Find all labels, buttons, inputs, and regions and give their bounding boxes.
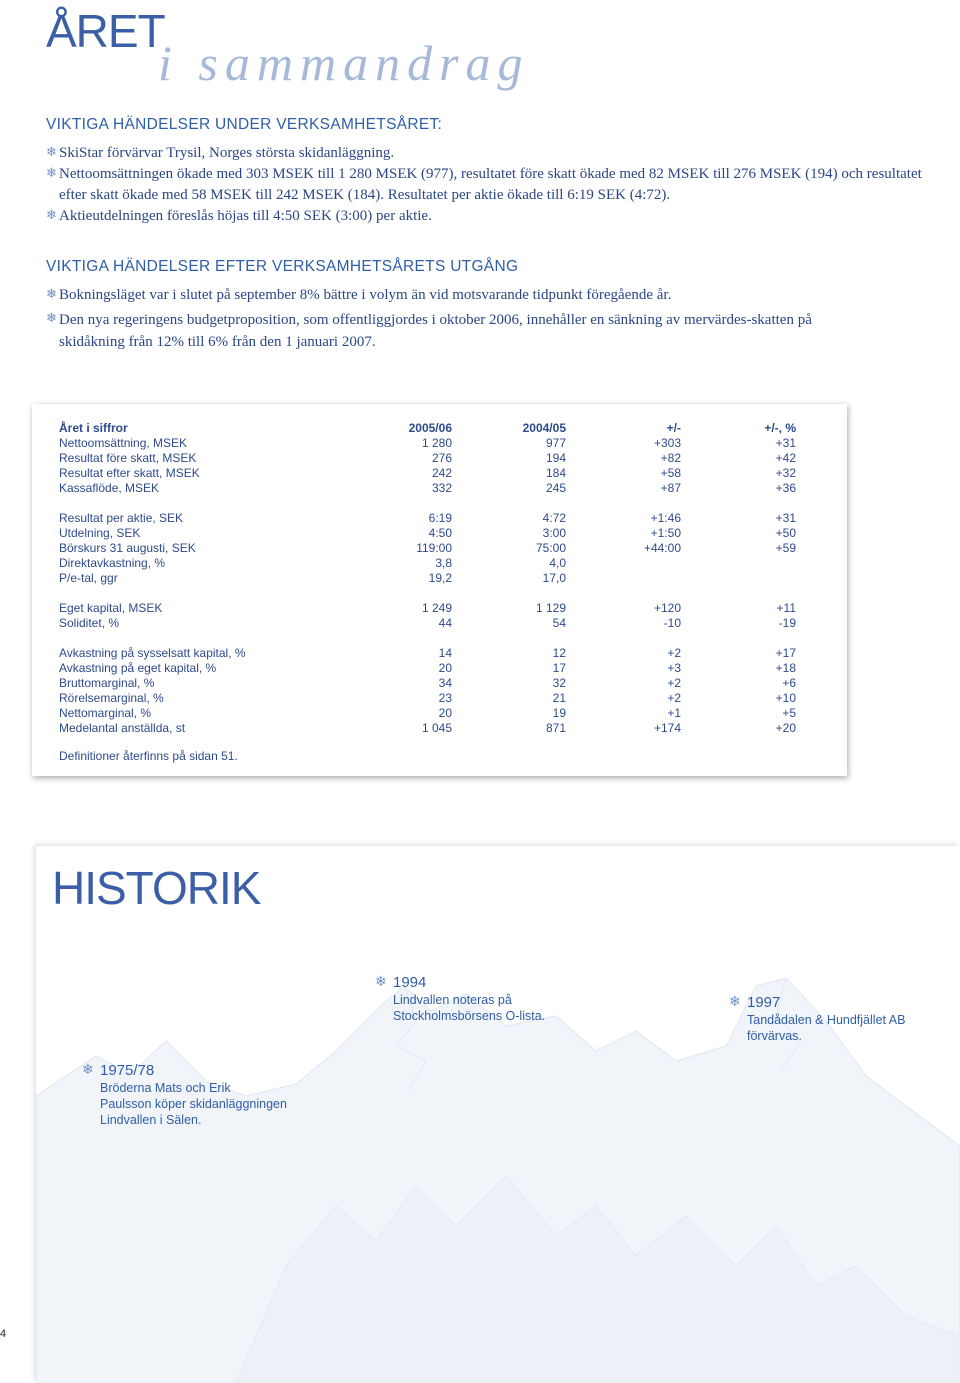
row-label: P/e-tal, ggr	[59, 571, 118, 585]
row-label: Nettomarginal, %	[59, 706, 152, 720]
table-cell: +3	[667, 661, 681, 675]
table-cell: 32	[552, 676, 566, 690]
table-cell: +6	[782, 676, 796, 690]
table-cell: 14	[438, 646, 452, 660]
event-text-line: Lindvallen noteras på	[393, 993, 512, 1007]
event-year: ❄ 1975/78	[82, 1062, 155, 1079]
table-cell: 245	[545, 481, 566, 495]
table-cell: 3:00	[542, 526, 566, 540]
table-cell: 34	[438, 676, 452, 690]
table-cell: 17	[552, 661, 566, 675]
table-cell: 242	[431, 466, 452, 480]
table-cell: 4,0	[549, 556, 566, 570]
table-cell: +303	[653, 436, 681, 450]
table-row	[32, 616, 847, 631]
table-cell: +44:00	[643, 541, 681, 555]
page-subtitle: i sammandrag	[158, 35, 530, 91]
table-cell: +1	[667, 706, 681, 720]
table-row	[32, 601, 847, 616]
table-footnote: Definitioner återfinns på sidan 51.	[59, 749, 238, 763]
table-cell: 21	[552, 691, 566, 705]
event-year: ❄ 1994	[375, 974, 427, 991]
table-cell: +2	[667, 691, 681, 705]
row-label: Börskurs 31 augusti, SEK	[59, 541, 196, 555]
table-cell: 977	[545, 436, 566, 450]
table-cell: +82	[660, 451, 681, 465]
row-label: Medelantal anställda, st	[59, 721, 186, 735]
table-cell: 332	[431, 481, 452, 495]
row-label: Nettoomsättning, MSEK	[59, 436, 188, 450]
table-row	[32, 676, 847, 691]
list-item: ❄ SkiStar förvärvar Trysil, Norges största skidanläggning.	[46, 145, 395, 161]
page-number: 4	[0, 1328, 7, 1340]
history-event	[375, 974, 545, 1024]
table-cell: 1 129	[535, 601, 566, 615]
table-row	[32, 721, 847, 736]
table-cell: 871	[545, 721, 566, 735]
table-cell: 19	[552, 706, 566, 720]
table-cell: +10	[775, 691, 796, 705]
table-cell: +5	[782, 706, 796, 720]
event-text-line: Bröderna Mats och Erik	[100, 1081, 231, 1095]
table-cell: 3,8	[435, 556, 452, 570]
page-number-box	[0, 1313, 12, 1353]
row-label: Avkastning på eget kapital, %	[59, 661, 217, 675]
row-label: Resultat per aktie, SEK	[59, 511, 184, 525]
table-cell: 6:19	[428, 511, 452, 525]
snowflake-icon: ❄	[46, 208, 57, 223]
table-cell: 184	[545, 466, 566, 480]
table-cell: +2	[667, 646, 681, 660]
event-text-line: Paulsson köper skidanläggningen	[100, 1097, 287, 1111]
table-cell: +50	[775, 526, 796, 540]
row-label: Avkastning på sysselsatt kapital, %	[59, 646, 246, 660]
table-cell: +18	[775, 661, 796, 675]
table-row	[32, 661, 847, 676]
row-label: Resultat efter skatt, MSEK	[59, 466, 200, 480]
table-cell: +2	[667, 676, 681, 690]
table-row	[32, 691, 847, 706]
section2-heading: VIKTIGA HÄNDELSER EFTER VERKSAMHETSÅRETS UTGÅNG	[46, 258, 519, 275]
table-cell: 12	[552, 646, 566, 660]
snowflake-icon: ❄	[82, 1062, 94, 1078]
table-cell: +1:46	[650, 511, 681, 525]
header-cell: 2004/05	[522, 421, 566, 435]
table-row	[32, 466, 847, 481]
list-item: ❄ Nettoomsättningen ökade med 303 MSEK till 1 280 MSEK (977), resultatet före skatt ökade med 82 MSEK till 276 MSEK (194) och resultatet efter skatt ökade med 58 MSEK till 242 MSEK (184). Resultatet per aktie ökade till 6:19 SEK (4:72).	[46, 166, 922, 203]
table-row	[32, 526, 847, 541]
table-row	[32, 436, 847, 451]
snowflake-icon: ❄	[46, 287, 57, 302]
row-label: Direktavkastning, %	[59, 556, 166, 570]
table-cell: +42	[775, 451, 796, 465]
table-cell: +32	[775, 466, 796, 480]
historik-title: HISTORIK	[52, 862, 261, 914]
list-item: ❄ Den nya regeringens budgetproposition, som offentliggjordes i oktober 2006, innehåller en sänkning av mervärdes-skatten på skidåkning från 12% till 6% från den 1 januari 2007.	[46, 311, 812, 350]
row-label: Rörelsemarginal, %	[59, 691, 164, 705]
table-cell: 194	[545, 451, 566, 465]
row-label: Soliditet, %	[59, 616, 120, 630]
table-cell: 19,2	[428, 571, 452, 585]
table-cell: 1 249	[421, 601, 452, 615]
header-cell: +/-, %	[764, 421, 796, 435]
key-figures-table	[32, 404, 847, 776]
table-cell: +1:50	[650, 526, 681, 540]
table-row	[32, 556, 847, 571]
snowflake-icon: ❄	[46, 145, 57, 160]
table-cell: +20	[775, 721, 796, 735]
event-year: ❄ 1997	[729, 994, 781, 1011]
page-title: ÅRET	[46, 5, 165, 57]
table-row	[32, 541, 847, 556]
section1-heading: VIKTIGA HÄNDELSER UNDER VERKSAMHETSÅRET:	[46, 116, 443, 133]
table-cell: 1 045	[421, 721, 452, 735]
table-cell: -10	[663, 616, 681, 630]
history-event	[729, 994, 905, 1044]
table-cell: 17,0	[542, 571, 566, 585]
table-cell: 20	[438, 661, 452, 675]
table-cell: 20	[438, 706, 452, 720]
table-row	[32, 481, 847, 496]
history-event	[82, 1062, 287, 1128]
section2-list	[46, 285, 846, 353]
row-label: Resultat före skatt, MSEK	[59, 451, 197, 465]
row-label: Utdelning, SEK	[59, 526, 141, 540]
section1-list	[46, 143, 926, 227]
row-label: Kassaflöde, MSEK	[59, 481, 160, 495]
table-cell: 23	[438, 691, 452, 705]
table-cell: 44	[438, 616, 452, 630]
table-cell: 276	[431, 451, 452, 465]
table-cell: 54	[552, 616, 566, 630]
table-row	[32, 451, 847, 466]
event-text-line: Tandådalen & Hundfjället AB	[747, 1013, 906, 1027]
row-label: Bruttomarginal, %	[59, 676, 155, 690]
event-text-line: Stockholmsbörsens O-lista.	[393, 1009, 546, 1023]
table-cell: 75:00	[535, 541, 566, 555]
event-text-line: förvärvas.	[747, 1029, 802, 1043]
table-cell: 4:72	[542, 511, 566, 525]
list-item: ❄ Aktieutdelningen föreslås höjas till 4:50 SEK (3:00) per aktie.	[46, 208, 432, 224]
table-cell: +87	[660, 481, 681, 495]
snowflake-icon: ❄	[46, 166, 57, 181]
header-cell: Året i siffror	[59, 421, 128, 435]
table-row	[32, 646, 847, 661]
table-cell: +17	[775, 646, 796, 660]
list-item: ❄ Bokningsläget var i slutet på september 8% bättre i volym än vid motsvarande tidpunkt föregående år.	[46, 287, 672, 303]
table-row	[32, 706, 847, 721]
table-cell: +31	[775, 511, 796, 525]
table-cell: 1 280	[421, 436, 452, 450]
table-cell: 119:00	[416, 541, 452, 555]
table-cell: +36	[775, 481, 796, 495]
snowflake-icon: ❄	[375, 974, 387, 990]
table-header	[32, 421, 847, 436]
table-row	[32, 571, 847, 586]
event-text-line: Lindvallen i Sälen.	[100, 1113, 202, 1127]
table-cell: 4:50	[428, 526, 452, 540]
table-cell: +31	[775, 436, 796, 450]
table-cell: +174	[653, 721, 681, 735]
snowflake-icon: ❄	[46, 311, 57, 326]
header-cell: +/-	[666, 421, 681, 435]
table-cell: +120	[653, 601, 681, 615]
snowflake-icon: ❄	[729, 994, 741, 1010]
row-label: Eget kapital, MSEK	[59, 601, 163, 615]
table-cell: +59	[775, 541, 796, 555]
table-cell: +58	[660, 466, 681, 480]
table-row	[32, 511, 847, 526]
header-cell: 2005/06	[408, 421, 452, 435]
table-cell: -19	[778, 616, 796, 630]
table-cell: +11	[776, 601, 796, 615]
